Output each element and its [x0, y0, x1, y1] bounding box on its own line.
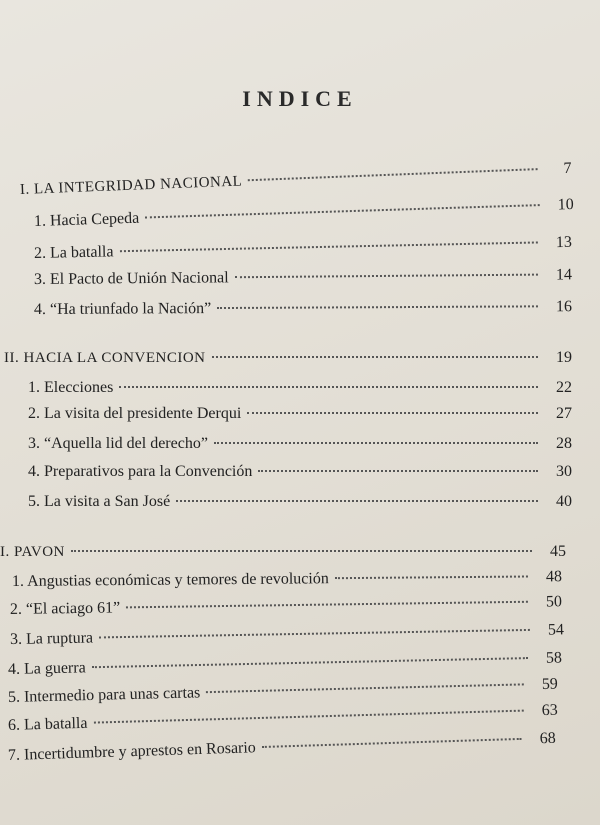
dot-leader — [214, 442, 538, 444]
page-number: 10 — [557, 196, 574, 214]
toc-entry — [28, 378, 572, 398]
page-number: 40 — [556, 493, 572, 510]
toc-entry — [10, 620, 564, 650]
toc-entry — [34, 265, 572, 290]
toc-chapter-2 — [4, 348, 572, 368]
chapter-heading: I. PAVON — [0, 544, 65, 560]
toc-entry — [34, 195, 574, 232]
dot-leader — [99, 629, 530, 639]
dot-leader — [126, 601, 528, 609]
page-number: 22 — [556, 379, 572, 396]
page-number: 45 — [550, 543, 566, 560]
chapter-heading: I. LA INTEGRIDAD NACIONAL — [19, 173, 243, 198]
dot-leader — [176, 500, 538, 502]
dot-leader — [217, 305, 538, 309]
dot-leader — [247, 412, 538, 414]
entry-label: 4. “Ha triunfado la Nación” — [33, 300, 212, 318]
page-number: 59 — [541, 675, 559, 693]
page-number: 14 — [555, 266, 573, 284]
toc-entry — [34, 233, 572, 264]
page-number: 27 — [556, 405, 572, 422]
page-number: 7 — [563, 159, 572, 178]
page-number: 50 — [545, 593, 563, 611]
entry-label: 1. Elecciones — [28, 379, 114, 396]
dot-leader — [119, 386, 538, 388]
chapter-heading: II. HACIA LA CONVENCION — [4, 350, 206, 366]
toc-chapter-3 — [0, 542, 566, 562]
page-number: 54 — [547, 621, 565, 639]
dot-leader — [258, 470, 538, 472]
page-number: 28 — [556, 435, 572, 452]
page-number: 30 — [556, 463, 572, 480]
page-title: INDICE — [242, 86, 358, 111]
entry-label: 1. Angustias económicas y temores de revolución — [11, 570, 329, 590]
entry-label: 4. La guerra — [7, 659, 86, 678]
entry-label: 2. “El aciago 61” — [9, 599, 121, 618]
page-number: 13 — [555, 233, 573, 252]
entry-label: 5. La visita a San José — [28, 493, 171, 510]
toc-entry — [28, 404, 572, 424]
dot-leader — [212, 356, 539, 358]
entry-label: 6. La batalla — [7, 714, 88, 734]
entry-label: 3. El Pacto de Unión Nacional — [33, 269, 229, 288]
toc-entry — [28, 492, 572, 512]
page-number: 68 — [539, 729, 556, 748]
toc-entry — [34, 297, 572, 320]
toc-entry — [28, 462, 572, 482]
page-number: 63 — [541, 701, 559, 720]
dot-leader — [248, 168, 537, 181]
entry-label: 7. Incertidumbre y aprestos en Rosario — [7, 739, 257, 764]
toc-entry — [10, 592, 562, 620]
dot-leader — [145, 204, 540, 218]
toc-entry — [28, 434, 572, 454]
dot-leader — [235, 274, 538, 279]
entry-label: 2. La visita del presidente Derqui — [28, 405, 242, 422]
dot-leader — [92, 657, 528, 668]
dot-leader — [93, 710, 523, 724]
dot-leader — [71, 550, 532, 552]
entry-label: 2. La batalla — [33, 243, 114, 262]
dot-leader — [335, 575, 528, 579]
entry-label: 4. Preparativos para la Convención — [28, 463, 253, 480]
page-number: 16 — [555, 298, 573, 316]
entry-label: 3. “Aquella lid del derecho” — [28, 435, 208, 452]
toc-entry — [8, 729, 556, 766]
entry-label: 3. La ruptura — [9, 629, 94, 648]
page-number: 48 — [545, 568, 563, 586]
toc-chapter-1 — [20, 159, 572, 200]
toc-entry — [8, 648, 562, 680]
page-number: 19 — [556, 349, 572, 366]
entry-label: 5. Intermedio para unas cartas — [7, 684, 201, 706]
dot-leader — [262, 738, 522, 748]
entry-label: 1. Hacia Cepeda — [33, 209, 140, 230]
dot-leader — [119, 241, 537, 252]
page-number: 58 — [545, 649, 563, 667]
dot-leader — [206, 683, 524, 693]
toc-entry — [12, 567, 562, 592]
